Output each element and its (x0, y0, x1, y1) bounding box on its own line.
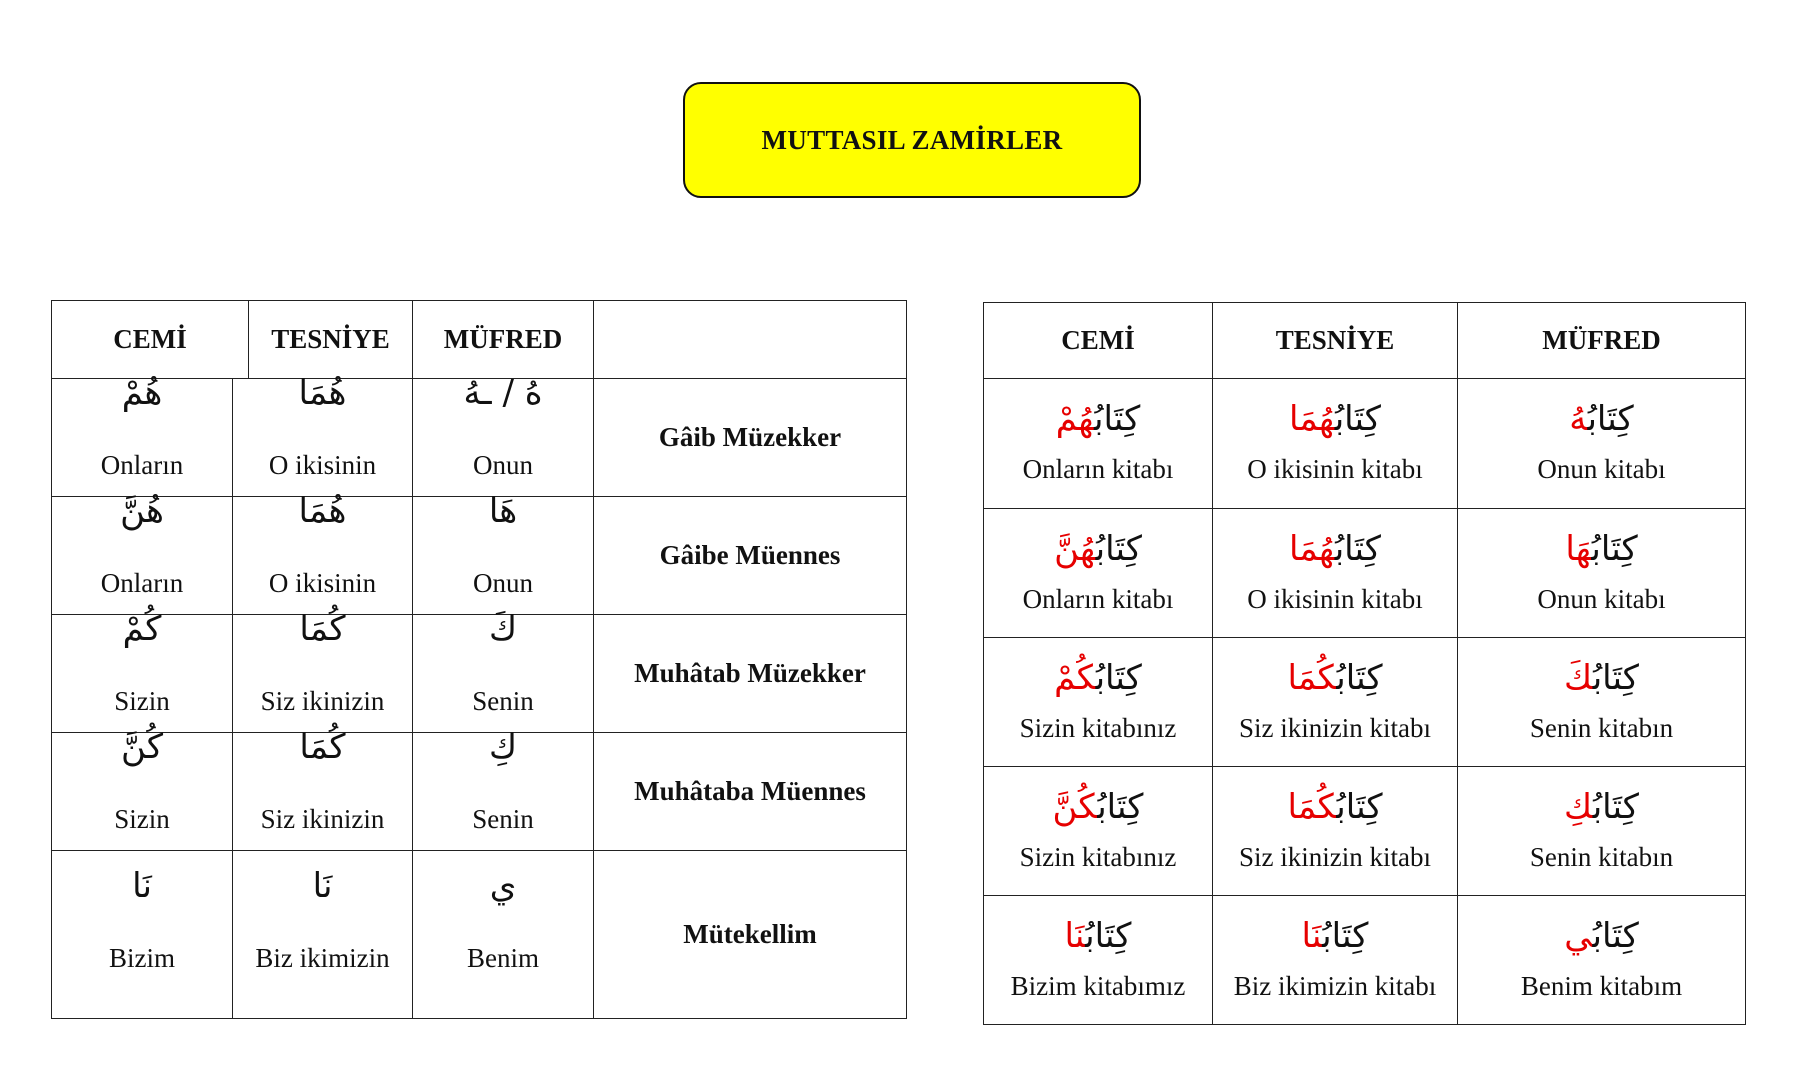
table-cell (413, 491, 594, 615)
pronoun-suffix: نَا (1064, 915, 1086, 956)
table-cell (1213, 379, 1458, 509)
table-cell (413, 373, 594, 497)
category-text: Muhâtab Müzekker (634, 658, 866, 688)
translation: Sizin (114, 804, 170, 834)
translation: Biz ikimizin kitabı (1233, 970, 1437, 1001)
translation: Sizin kitabınız (1019, 841, 1177, 872)
header-cemi (984, 303, 1213, 379)
arabic-word (1289, 399, 1381, 439)
header-label: MÜFRED (1542, 325, 1661, 355)
table-cell (233, 491, 413, 615)
category-label (594, 497, 907, 615)
table-cell (1213, 767, 1458, 896)
translation: O ikisinin (268, 450, 377, 480)
pronoun-suffix: هُنَّ (1054, 528, 1096, 569)
table-cell (984, 767, 1213, 896)
table-cell (233, 373, 413, 497)
translation: Onların kitabı (1022, 454, 1174, 484)
header-tesniye (249, 301, 413, 379)
table-cell (52, 491, 233, 615)
category-text: Muhâtaba Müennes (634, 776, 866, 806)
word-stem: كِتَابُ (1085, 915, 1132, 956)
header-category (594, 301, 907, 379)
table-cell (413, 609, 594, 733)
pronoun-suffix: هُ (1569, 399, 1588, 439)
pronoun-suffix: كُمَا (1287, 786, 1337, 827)
pronoun-suffix: كُنَّ (1052, 786, 1098, 827)
arabic-pronoun: ي (489, 866, 517, 906)
table-cell (52, 851, 233, 1019)
header-cemi (52, 301, 249, 379)
pronoun-table (51, 300, 907, 1019)
arabic-word (1054, 657, 1142, 698)
translation: Sizin kitabınız (1019, 712, 1177, 743)
table-cell (52, 727, 233, 851)
table-cell (984, 379, 1213, 509)
arabic-pronoun: كِ (488, 727, 518, 767)
header-tesniye (1213, 303, 1458, 379)
arabic-word (1564, 786, 1639, 827)
pronoun-suffix: هَا (1565, 528, 1592, 569)
arabic-word (1565, 528, 1638, 569)
translation: Bizim kitabımız (1010, 970, 1186, 1001)
table-cell (1458, 509, 1746, 638)
arabic-pronoun: كُمَا (299, 727, 346, 767)
category-label (594, 851, 907, 1019)
word-stem: كِتَابُ (1334, 399, 1381, 439)
translation: Onların (100, 450, 184, 480)
word-stem: كِتَابُ (1334, 528, 1381, 569)
arabic-pronoun: كُمْ (122, 609, 162, 649)
translation: O ikisinin (268, 568, 377, 598)
word-stem: كِتَابُ (1094, 399, 1141, 439)
arabic-pronoun: كَ (488, 609, 518, 649)
category-label (594, 733, 907, 851)
pronoun-suffix: هُمْ (1055, 399, 1095, 439)
pronoun-suffix: هُمَا (1289, 399, 1335, 439)
word-stem: كِتَابُ (1587, 399, 1634, 439)
header-label: MÜFRED (443, 324, 563, 354)
pronoun-suffix: كَ (1564, 657, 1593, 698)
header-label: CEMİ (1061, 325, 1135, 355)
arabic-pronoun: نَا (312, 866, 333, 906)
category-label (594, 379, 907, 497)
arabic-pronoun: نَا (132, 866, 152, 906)
pronoun-suffix: كِ (1564, 786, 1593, 827)
pronoun-suffix: كُمَا (1287, 657, 1337, 698)
translation: Biz ikimizin (255, 943, 390, 973)
arabic-pronoun: هُنَّ (120, 491, 164, 531)
arabic-word (1054, 528, 1142, 569)
translation: Onların kitabı (1022, 583, 1174, 614)
arabic-word (1564, 915, 1639, 956)
arabic-word (1287, 786, 1383, 827)
table-cell (1213, 896, 1458, 1025)
table-cell (1458, 767, 1746, 896)
table-cell (984, 509, 1213, 638)
table-cell (52, 373, 233, 497)
word-stem: كِتَابُ (1592, 786, 1639, 827)
header-mufred (413, 301, 594, 379)
arabic-pronoun: هُ / ـهُ (463, 373, 543, 413)
pronoun-suffix: هُمَا (1289, 528, 1335, 569)
translation: Senin kitabın (1529, 841, 1674, 872)
translation: Siz ikinizin kitabı (1239, 841, 1431, 872)
arabic-pronoun: هُمَا (298, 491, 347, 531)
table-cell (413, 851, 594, 1019)
arabic-word (1564, 657, 1639, 698)
translation: Senin kitabın (1529, 712, 1674, 743)
translation: Siz ikinizin kitabı (1239, 712, 1431, 743)
arabic-pronoun: كُمَا (299, 609, 346, 649)
header-label: CEMİ (113, 324, 187, 354)
pronoun-suffix: نَا (1301, 915, 1323, 956)
translation: O ikisinin kitabı (1247, 583, 1423, 614)
table-cell (233, 609, 413, 733)
header-label: TESNİYE (1275, 325, 1395, 355)
translation: Sizin (114, 686, 170, 716)
translation: O ikisinin kitabı (1247, 454, 1423, 484)
arabic-word (1569, 399, 1634, 439)
header-mufred (1458, 303, 1746, 379)
table-cell (984, 638, 1213, 767)
arabic-pronoun: هُمْ (121, 373, 163, 413)
arabic-word (1052, 786, 1144, 827)
word-stem: كِتَابُ (1592, 657, 1639, 698)
category-text: Gâibe Müennes (659, 540, 841, 570)
table-cell (233, 727, 413, 851)
table-cell (984, 896, 1213, 1025)
arabic-word (1064, 915, 1132, 956)
arabic-word (1289, 528, 1381, 569)
example-table (983, 302, 1746, 1025)
table-cell (1213, 638, 1458, 767)
category-label (594, 615, 907, 733)
translation: Siz ikinizin (260, 686, 385, 716)
table-cell (233, 851, 413, 1019)
table-cell (1458, 379, 1746, 509)
translation: Onun (473, 450, 533, 480)
word-stem: كِتَابُ (1322, 915, 1369, 956)
arabic-word (1055, 399, 1141, 439)
translation: Onların (100, 568, 184, 598)
word-stem: كِتَابُ (1336, 657, 1383, 698)
title-banner (683, 82, 1141, 198)
table-cell (1213, 509, 1458, 638)
translation: Benim (467, 943, 539, 973)
header-label: TESNİYE (271, 324, 390, 354)
arabic-pronoun: هُمَا (298, 373, 347, 413)
table-cell (1458, 896, 1746, 1025)
word-stem: كِتَابُ (1097, 786, 1144, 827)
translation: Onun (473, 568, 533, 598)
translation: Bizim (109, 943, 175, 973)
table-cell (1458, 638, 1746, 767)
word-stem: كِتَابُ (1095, 657, 1142, 698)
translation: Senin (472, 804, 534, 834)
pronoun-suffix: كُمْ (1054, 657, 1096, 698)
word-stem: كِتَابُ (1336, 786, 1383, 827)
arabic-word (1301, 915, 1369, 956)
table-cell (52, 609, 233, 733)
translation: Siz ikinizin (260, 804, 385, 834)
pronoun-suffix: ي (1564, 915, 1593, 956)
word-stem: كِتَابُ (1095, 528, 1142, 569)
word-stem: كِتَابُ (1591, 528, 1638, 569)
translation: Benim kitabım (1520, 970, 1683, 1001)
arabic-word (1287, 657, 1383, 698)
arabic-pronoun: هَا (488, 491, 518, 531)
category-text: Mütekellim (683, 919, 817, 949)
translation: Onun kitabı (1537, 583, 1666, 614)
word-stem: كِتَابُ (1592, 915, 1639, 956)
category-text: Gâib Müzekker (658, 422, 842, 452)
arabic-pronoun: كُنَّ (120, 727, 164, 767)
page-title: MUTTASIL ZAMİRLER (761, 124, 1063, 155)
translation: Onun kitabı (1537, 454, 1666, 484)
translation: Senin (472, 686, 534, 716)
table-cell (413, 727, 594, 851)
